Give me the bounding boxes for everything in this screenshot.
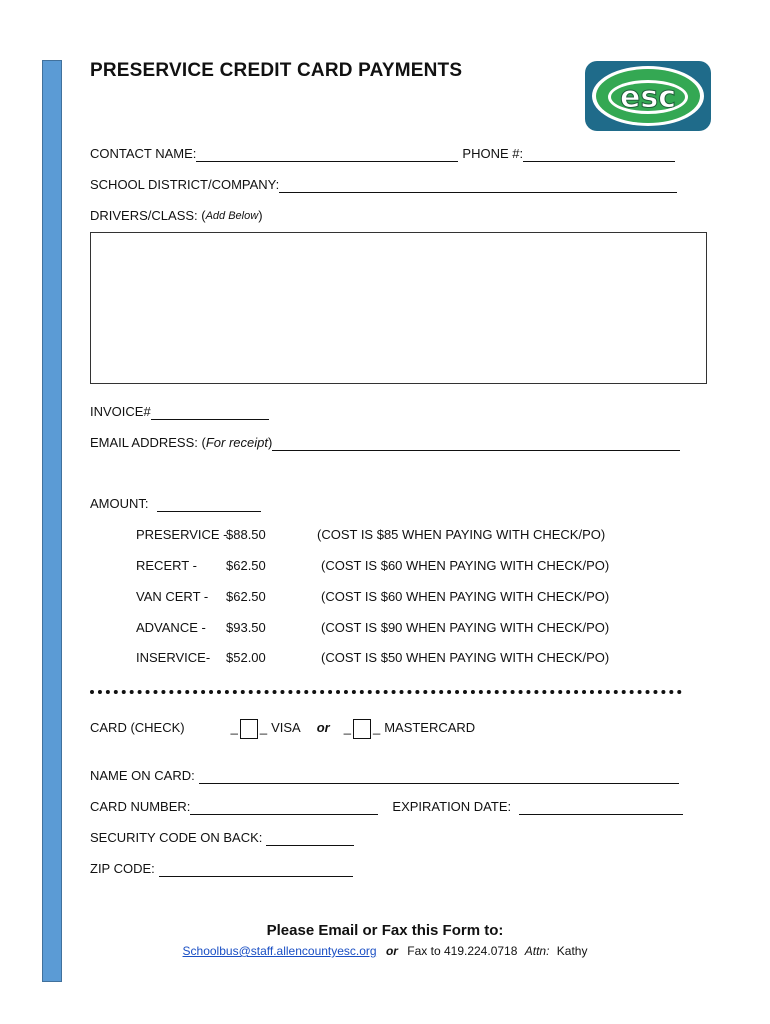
amount-label: AMOUNT: (90, 496, 149, 511)
security-code-row (90, 830, 354, 846)
email-close: ) (267, 435, 273, 450)
footer-title: Please Email or Fax this Form to: (266, 922, 504, 939)
attn-name: Kathy (556, 944, 588, 958)
email-link[interactable]: Schoolbus@staff.allencountyesc.org (182, 944, 377, 958)
or-label: or (316, 720, 330, 735)
price-note: (COST IS $90 WHEN PAYING WITH CHECK/PO) (321, 620, 610, 635)
email-field[interactable] (272, 436, 680, 451)
price-label: ADVANCE - (136, 620, 206, 635)
school-label: SCHOOL DISTRICT/COMPANY: (90, 177, 280, 192)
price-amount: $52.00 (226, 650, 266, 665)
name-on-card-row (90, 768, 679, 784)
drivers-label: DRIVERS/CLASS: ( (90, 208, 206, 223)
name-on-card-field[interactable] (199, 769, 679, 784)
drivers-row (90, 208, 263, 224)
security-code-label: SECURITY CODE ON BACK: (90, 830, 263, 845)
card-check-label: CARD (CHECK) (90, 720, 185, 735)
price-label: VAN CERT - (136, 589, 209, 604)
drivers-text-area[interactable] (90, 232, 707, 384)
amount-field[interactable] (157, 497, 261, 512)
price-label: RECERT - (136, 558, 197, 573)
price-amount: $93.50 (226, 620, 266, 635)
footer-contact (0, 944, 770, 958)
email-hint: For receipt (205, 435, 268, 450)
price-amount: $88.50 (226, 527, 266, 542)
contact-row (90, 146, 675, 162)
drivers-hint: Add Below (205, 210, 259, 222)
price-label: PRESERVICE - (136, 527, 228, 542)
email-row (90, 435, 680, 451)
logo-text: esc (620, 80, 676, 115)
attn-label: Attn: (524, 944, 550, 958)
email-label: EMAIL ADDRESS: ( (90, 435, 206, 450)
card-number-label: CARD NUMBER: (90, 799, 191, 814)
contact-name-field[interactable] (196, 147, 458, 162)
phone-field[interactable] (523, 147, 675, 162)
price-note: (COST IS $85 WHEN PAYING WITH CHECK/PO) (317, 527, 606, 542)
invoice-field[interactable] (151, 405, 269, 420)
card-type-row: CARD (CHECK) _ _ VISA or _ _ MASTERCARD (90, 719, 475, 737)
phone-label: PHONE #: (462, 146, 524, 161)
price-note: (COST IS $60 WHEN PAYING WITH CHECK/PO) (321, 589, 610, 604)
fax-text: Fax to 419.224.0718 (407, 944, 518, 958)
side-accent-bar (42, 60, 62, 982)
zip-code-row (90, 861, 353, 877)
price-label: INSERVICE- (136, 650, 211, 665)
price-note: (COST IS $50 WHEN PAYING WITH CHECK/PO) (321, 650, 610, 665)
price-note: (COST IS $60 WHEN PAYING WITH CHECK/PO) (321, 558, 610, 573)
contact-name-label: CONTACT NAME: (90, 146, 197, 161)
security-code-field[interactable] (266, 831, 354, 846)
card-number-field[interactable] (190, 800, 378, 815)
zip-code-field[interactable] (159, 862, 353, 877)
esc-logo (585, 61, 711, 131)
visa-checkbox[interactable] (240, 719, 258, 739)
price-amount: $62.50 (226, 589, 266, 604)
dotted-divider (90, 690, 682, 694)
price-amount: $62.50 (226, 558, 266, 573)
expiration-field[interactable] (519, 800, 683, 815)
esc-logo-icon (585, 61, 711, 131)
mastercard-label: MASTERCARD (384, 720, 476, 735)
page-title: PRESERVICE CREDIT CARD PAYMENTS (90, 60, 463, 81)
expiration-label: EXPIRATION DATE: (392, 799, 512, 814)
school-field[interactable] (279, 178, 677, 193)
card-number-row (90, 799, 683, 815)
invoice-label: INVOICE# (90, 404, 151, 419)
footer-or: or (385, 944, 398, 958)
amount-row (90, 496, 261, 512)
name-on-card-label: NAME ON CARD: (90, 768, 195, 783)
school-row (90, 177, 677, 193)
mastercard-checkbox[interactable] (353, 719, 371, 739)
drivers-close: ) (258, 208, 263, 223)
zip-code-label: ZIP CODE: (90, 861, 155, 876)
visa-label: VISA (271, 720, 301, 735)
invoice-row (90, 404, 269, 420)
